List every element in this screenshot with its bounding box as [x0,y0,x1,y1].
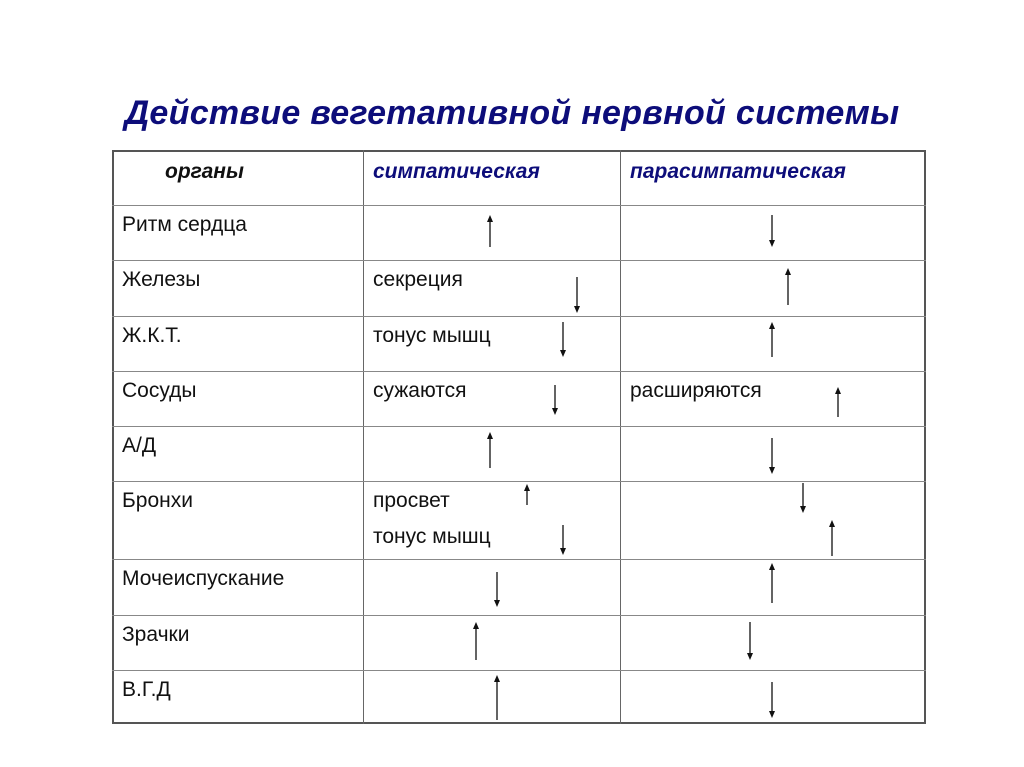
organ-cell: Ритм сердца [122,213,247,236]
organ-cell: Мочеиспускание [122,567,285,590]
arrow-up-icon [783,268,793,305]
arrow-down-icon [550,385,560,415]
arrow-up-icon [827,520,837,556]
row-divider [112,481,926,482]
slide-title: Действие вегетативной нервной системы [124,94,900,132]
arrow-up-icon [485,215,495,247]
row-divider [112,205,926,206]
sympathetic-text: тонус мышц [373,324,491,347]
arrow-down-icon [745,622,755,660]
arrow-up-icon [492,675,502,720]
column-divider [620,150,621,724]
sympathetic-text: секреция [373,268,463,291]
organ-cell: Зрачки [122,623,190,646]
organ-cell: Железы [122,268,201,291]
arrow-up-icon [833,387,843,417]
parasympathetic-text: расширяются [630,379,762,402]
organ-cell: В.Г.Д [122,678,171,701]
arrow-up-icon [471,622,481,660]
organ-cell: Бронхи [122,489,193,512]
arrow-down-icon [572,277,582,313]
sympathetic-text: тонус мышц [373,525,491,548]
row-divider [112,316,926,317]
arrow-up-icon [522,484,532,505]
organ-cell: Сосуды [122,379,197,402]
arrow-up-icon [767,563,777,603]
row-divider [112,260,926,261]
arrow-down-icon [558,525,568,555]
row-divider [112,426,926,427]
header-parasympathetic: парасимпатическая [630,160,846,183]
arrow-up-icon [485,432,495,468]
arrow-up-icon [767,322,777,357]
arrow-down-icon [558,322,568,357]
row-divider [112,615,926,616]
arrow-down-icon [492,572,502,607]
arrow-down-icon [767,215,777,247]
organ-cell: Ж.К.Т. [122,324,182,347]
header-organs: органы [165,160,244,183]
row-divider [112,371,926,372]
row-divider [112,670,926,671]
row-divider [112,559,926,560]
arrow-down-icon [798,483,808,513]
sympathetic-text: просвет [373,489,450,512]
column-divider [363,150,364,724]
arrow-down-icon [767,682,777,718]
sympathetic-text: сужаются [373,379,467,402]
header-sympathetic: симпатическая [373,160,540,183]
arrow-down-icon [767,438,777,474]
organ-cell: А/Д [122,434,157,457]
